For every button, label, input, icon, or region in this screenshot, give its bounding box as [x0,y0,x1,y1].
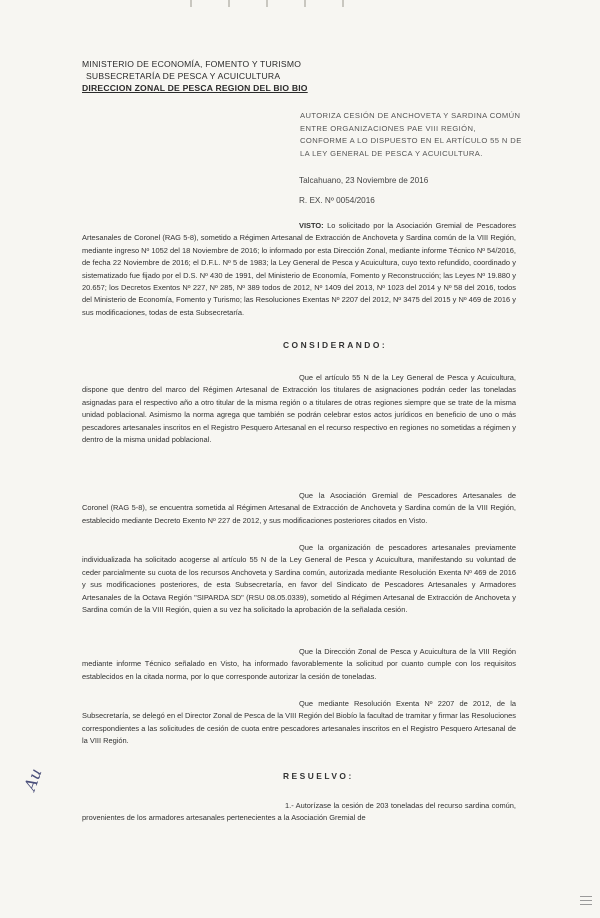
handwritten-mark: Au [20,765,46,794]
resuelvo-heading: RESUELVO: [283,771,354,781]
considerando-paragraph-1: Que el artículo 55 N de la Ley General de Pesca y Acuicultura, dispone que dentro del marco del Régimen Artesanal de Extracción los titulares de asignaciones podrán ceder las toneladas asignadas para el respectivo año a otro titular de la misma región o a titulares de otras regiones siempre que se trate de la misma unidad poblacional. Asimismo la norma agrega que también se podrán celebrar estos actos jurídicos en beneficio de uno o más pescadores artesanales inscritos en el Registro Pesquero Artesanal en el recurso respectivo en regiones no sometidas a régimen y dentro de la misma unidad poblacional. [82,373,516,445]
undersecretariat-name: SUBSECRETARÍA DE PESCA Y ACUICULTURA [86,71,281,81]
directorate-name: DIRECCION ZONAL DE PESCA REGION DEL BIO BIO [82,83,308,93]
ministry-name: MINISTERIO DE ECONOMÍA, FOMENTO Y TURISMO [82,59,302,69]
corner-marks [580,896,594,906]
document-date: Talcahuano, 23 Noviembre de 2016 [299,176,429,185]
resuelvo-item-1: 1.- Autorízase la cesión de 203 toneladas del recurso sardina común, provenientes de los armadores artesanales pertenecientes a la Asociación Gremial de [82,801,516,823]
considerando-paragraph-4: Que la Dirección Zonal de Pesca y Acuicultura de la VIII Región mediante informe Técnico señalado en Visto, ha informado favorablemente la solicitud por cuanto cumple con los requisitos establecidos en la citada norma, por lo que corresponde autorizar la cesión de toneladas. [82,647,516,681]
considerando-heading: CONSIDERANDO: [283,340,388,350]
scan-marks [170,0,370,8]
considerando-paragraph-3: Que la organización de pescadores artesanales previamente individualizada ha solicitado acogerse al artículo 55 N de la Ley General de Pesca y Acuicultura, manifestando su voluntad de ceder parcialmente su cuota de los recursos Anchoveta y Sardina común, autorizada mediante Resolución Exenta Nº 469 de 2016 y sus modificaciones posteriores, de esta Subsecretaría, en favor del Sindicato de Pescadores Artesanales y Armadores Artesanales de la Octava Región "SIPARDA SD" (RSU 08.05.0339), sometido al Régimen Artesanal de Extracción de Anchoveta y Sardina común de la VIII Región, quien a su vez ha solicitado la aprobación de la señalada cesión. [82,543,516,615]
visto-text: Lo solicitado por la Asociación Gremial de Pescadores Artesanales de Coronel (RAG 5-8), sometido a Régimen Artesanal de Extracción de Anchoveta y Sardina común de la VIII Región, mediante ingreso Nº 1052 del 18 Noviembre de 2016; lo informado por esta Dirección Zonal, mediante informe Técnico Nº 54/2016, de fecha 22 Noviembre de 2016; el D.F.L. Nº 5 de 1983; la Ley General de Pesca y Acuicultura, cuyo texto refundido, coordinado y sistematizado fue fijado por el D.S. Nº 430 de 1991, del Ministerio de Economía, Fomento y Reconstrucción; las Leyes Nº 19.880 y 20.657; los Decretos Exentos Nº 227, Nº 285, Nº 389 todos de 2012, Nº 1409 del 2013, Nº 1023 del 2014 y Nº 58 del 2016, todos del Ministerio de Economía, Fomento y Turismo; las Resoluciones Exentas Nº 2207 del 2012, Nº 3475 del 2015 y Nº 469 de 2016 y sus modificaciones, todas de esta Subsecretaría. [82,221,516,317]
considerando-paragraph-2: Que la Asociación Gremial de Pescadores Artesanales de Coronel (RAG 5-8), se encuentra sometida al Régimen Artesanal de Extracción de Anchoveta y Sardina común de la VIII Región, establecido mediante Decreto Exento Nº 227 de 2012, y sus modificaciones posteriores citados en Visto. [82,491,516,525]
visto-label: VISTO: [299,221,324,230]
letterhead [82,58,308,94]
considerando-paragraph-5: Que mediante Resolución Exenta Nº 2207 de 2012, de la Subsecretaría, se delegó en el Director Zonal de Pesca de la VIII Región del Biobío la facultad de tramitar y firmar las Resoluciones correspondientes a las solicitudes de cesión de cuota entre pescadores artesanales inscritos en el Registro Pesquero Artesanal de la VIII Región. [82,699,516,746]
visto-paragraph [82,220,516,319]
resolution-number: R. EX. Nº 0054/2016 [299,196,375,205]
resolution-title: AUTORIZA CESIÓN DE ANCHOVETA Y SARDINA COMÚN ENTRE ORGANIZACIONES PAE VIII REGIÓN, CONFORME A LO DISPUESTO EN EL ARTÍCULO 55 N DE LA LEY GENERAL DE PESCA Y ACUICULTURA. [300,111,522,158]
